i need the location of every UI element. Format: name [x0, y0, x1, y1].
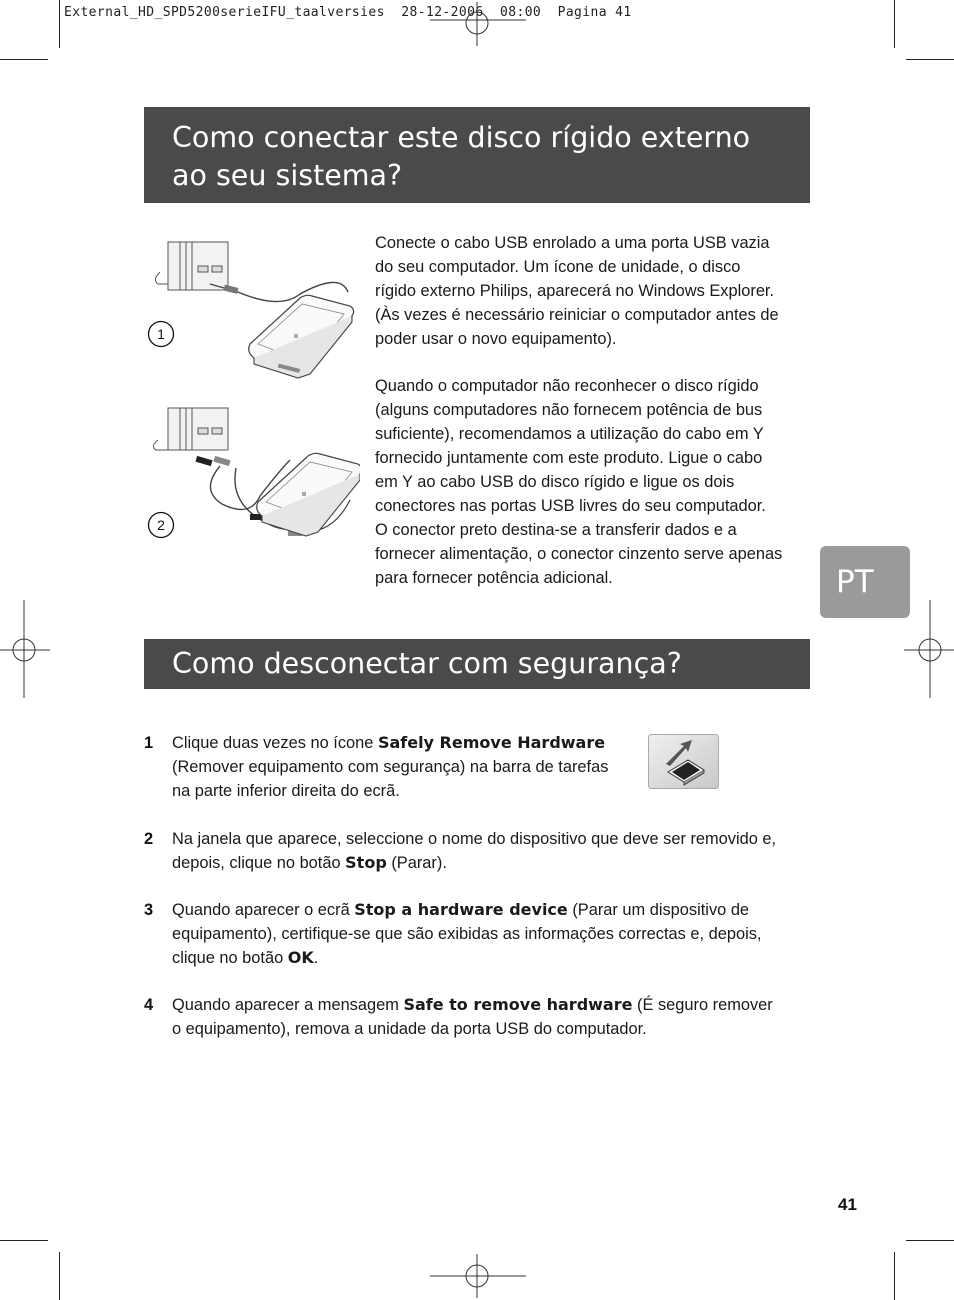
text-line: equipamento), certifique-se que são exibidas as informações correctas e, depois,: [172, 925, 762, 943]
text-span: clique no botão: [172, 949, 288, 967]
text-line: o equipamento), remova a unidade da porta USB do computador.: [172, 1020, 647, 1038]
bold-term: Safe to remove hardware: [403, 995, 633, 1014]
callout-2-circle: [147, 511, 175, 539]
section-heading-connect: [144, 107, 810, 203]
heading-line-2: ao seu sistema?: [172, 159, 403, 192]
step-4-text: [172, 993, 812, 1041]
step-number: 2: [144, 830, 154, 848]
section-heading-disconnect: [144, 639, 810, 689]
text-span: depois, clique no botão: [172, 854, 346, 872]
usb-connection-illustration: [140, 232, 360, 382]
step-2-text: [172, 827, 812, 875]
crop-mark: [894, 0, 895, 48]
text-line: [172, 898, 812, 922]
heading-line-1: Como conectar este disco rígido externo: [172, 121, 751, 154]
text-line: [172, 946, 812, 970]
figure-label-1: 1: [157, 326, 165, 342]
text-span: .: [313, 949, 319, 967]
text-span: Quando aparecer o ecrã: [172, 901, 355, 919]
step-3-text: [172, 898, 812, 970]
callout-1-circle: [147, 320, 175, 348]
crop-mark: [0, 1240, 48, 1241]
registration-mark-left: [0, 600, 50, 698]
step-1-text: [172, 731, 642, 803]
text-span: (Parar um dispositivo de: [567, 901, 750, 919]
bold-term: Stop: [345, 853, 387, 872]
text-line: (Remover equipamento com segurança) na barra de tarefas: [172, 758, 609, 776]
text-line: (Às vezes é necessário reiniciar o computador antes de: [375, 306, 779, 324]
crop-mark: [906, 59, 954, 60]
bold-term: OK: [287, 948, 314, 967]
language-tab: PT: [820, 546, 910, 618]
print-slug: External_HD_SPD5200serieIFU_taalversies 28-12-2006 08:00 Pagina 41: [64, 5, 632, 20]
text-line: [172, 993, 812, 1017]
text-line: rígido externo Philips, aparecerá no Windows Explorer.: [375, 282, 775, 300]
safely-remove-hardware-icon: [648, 734, 719, 789]
figure-label-2: 2: [157, 517, 165, 533]
registration-mark-bottom: [430, 1254, 526, 1298]
bold-term: Stop a hardware device: [354, 900, 568, 919]
text-line: (alguns computadores não fornecem potência de bus: [375, 401, 763, 419]
text-line: do seu computador. Um ícone de unidade, o disco: [375, 258, 741, 276]
page-number: 41: [838, 1195, 857, 1214]
crop-mark: [0, 59, 48, 60]
bold-term: Safely Remove Hardware: [377, 733, 606, 752]
text-line: Na janela que aparece, seleccione o nome do dispositivo que deve ser removido e,: [172, 830, 777, 848]
paragraph-connect: [375, 231, 815, 351]
text-span: Quando aparecer a mensagem: [172, 996, 404, 1014]
crop-mark: [59, 1252, 60, 1300]
text-line: para fornecer potência adicional.: [375, 569, 613, 587]
step-number: 3: [144, 901, 154, 919]
registration-mark-top: [430, 2, 526, 46]
step-number: 4: [144, 996, 154, 1014]
paragraph-y-cable: [375, 374, 815, 590]
text-line: Quando o computador não reconhecer o disco rígido: [375, 377, 759, 395]
text-span: Clique duas vezes no ícone: [172, 734, 378, 752]
text-line: fornecer alimentação, o conector cinzento serve apenas: [375, 545, 783, 563]
heading-text: Como desconectar com segurança?: [172, 647, 682, 680]
text-line: [172, 851, 812, 875]
text-line: na parte inferior direita do ecrã.: [172, 782, 400, 800]
text-line: Conecte o cabo USB enrolado a uma porta USB vazia: [375, 234, 770, 252]
crop-mark: [894, 1252, 895, 1300]
text-line: em Y ao cabo USB do disco rígido e ligue os dois: [375, 473, 735, 491]
text-line: [172, 731, 642, 755]
text-span: (Parar).: [386, 854, 447, 872]
registration-mark-right: [904, 600, 954, 698]
text-line: suficiente), recomendamos a utilização do cabo em Y: [375, 425, 764, 443]
text-span: (É seguro remover: [632, 996, 773, 1014]
text-line: fornecido juntamente com este produto. Ligue o cabo: [375, 449, 763, 467]
text-line: conectores nas portas USB livres do seu computador.: [375, 497, 766, 515]
crop-mark: [59, 0, 60, 48]
text-line: poder usar o novo equipamento).: [375, 330, 617, 348]
step-number: 1: [144, 734, 154, 752]
crop-mark: [906, 1240, 954, 1241]
text-line: O conector preto destina-se a transferir dados e a: [375, 521, 737, 539]
